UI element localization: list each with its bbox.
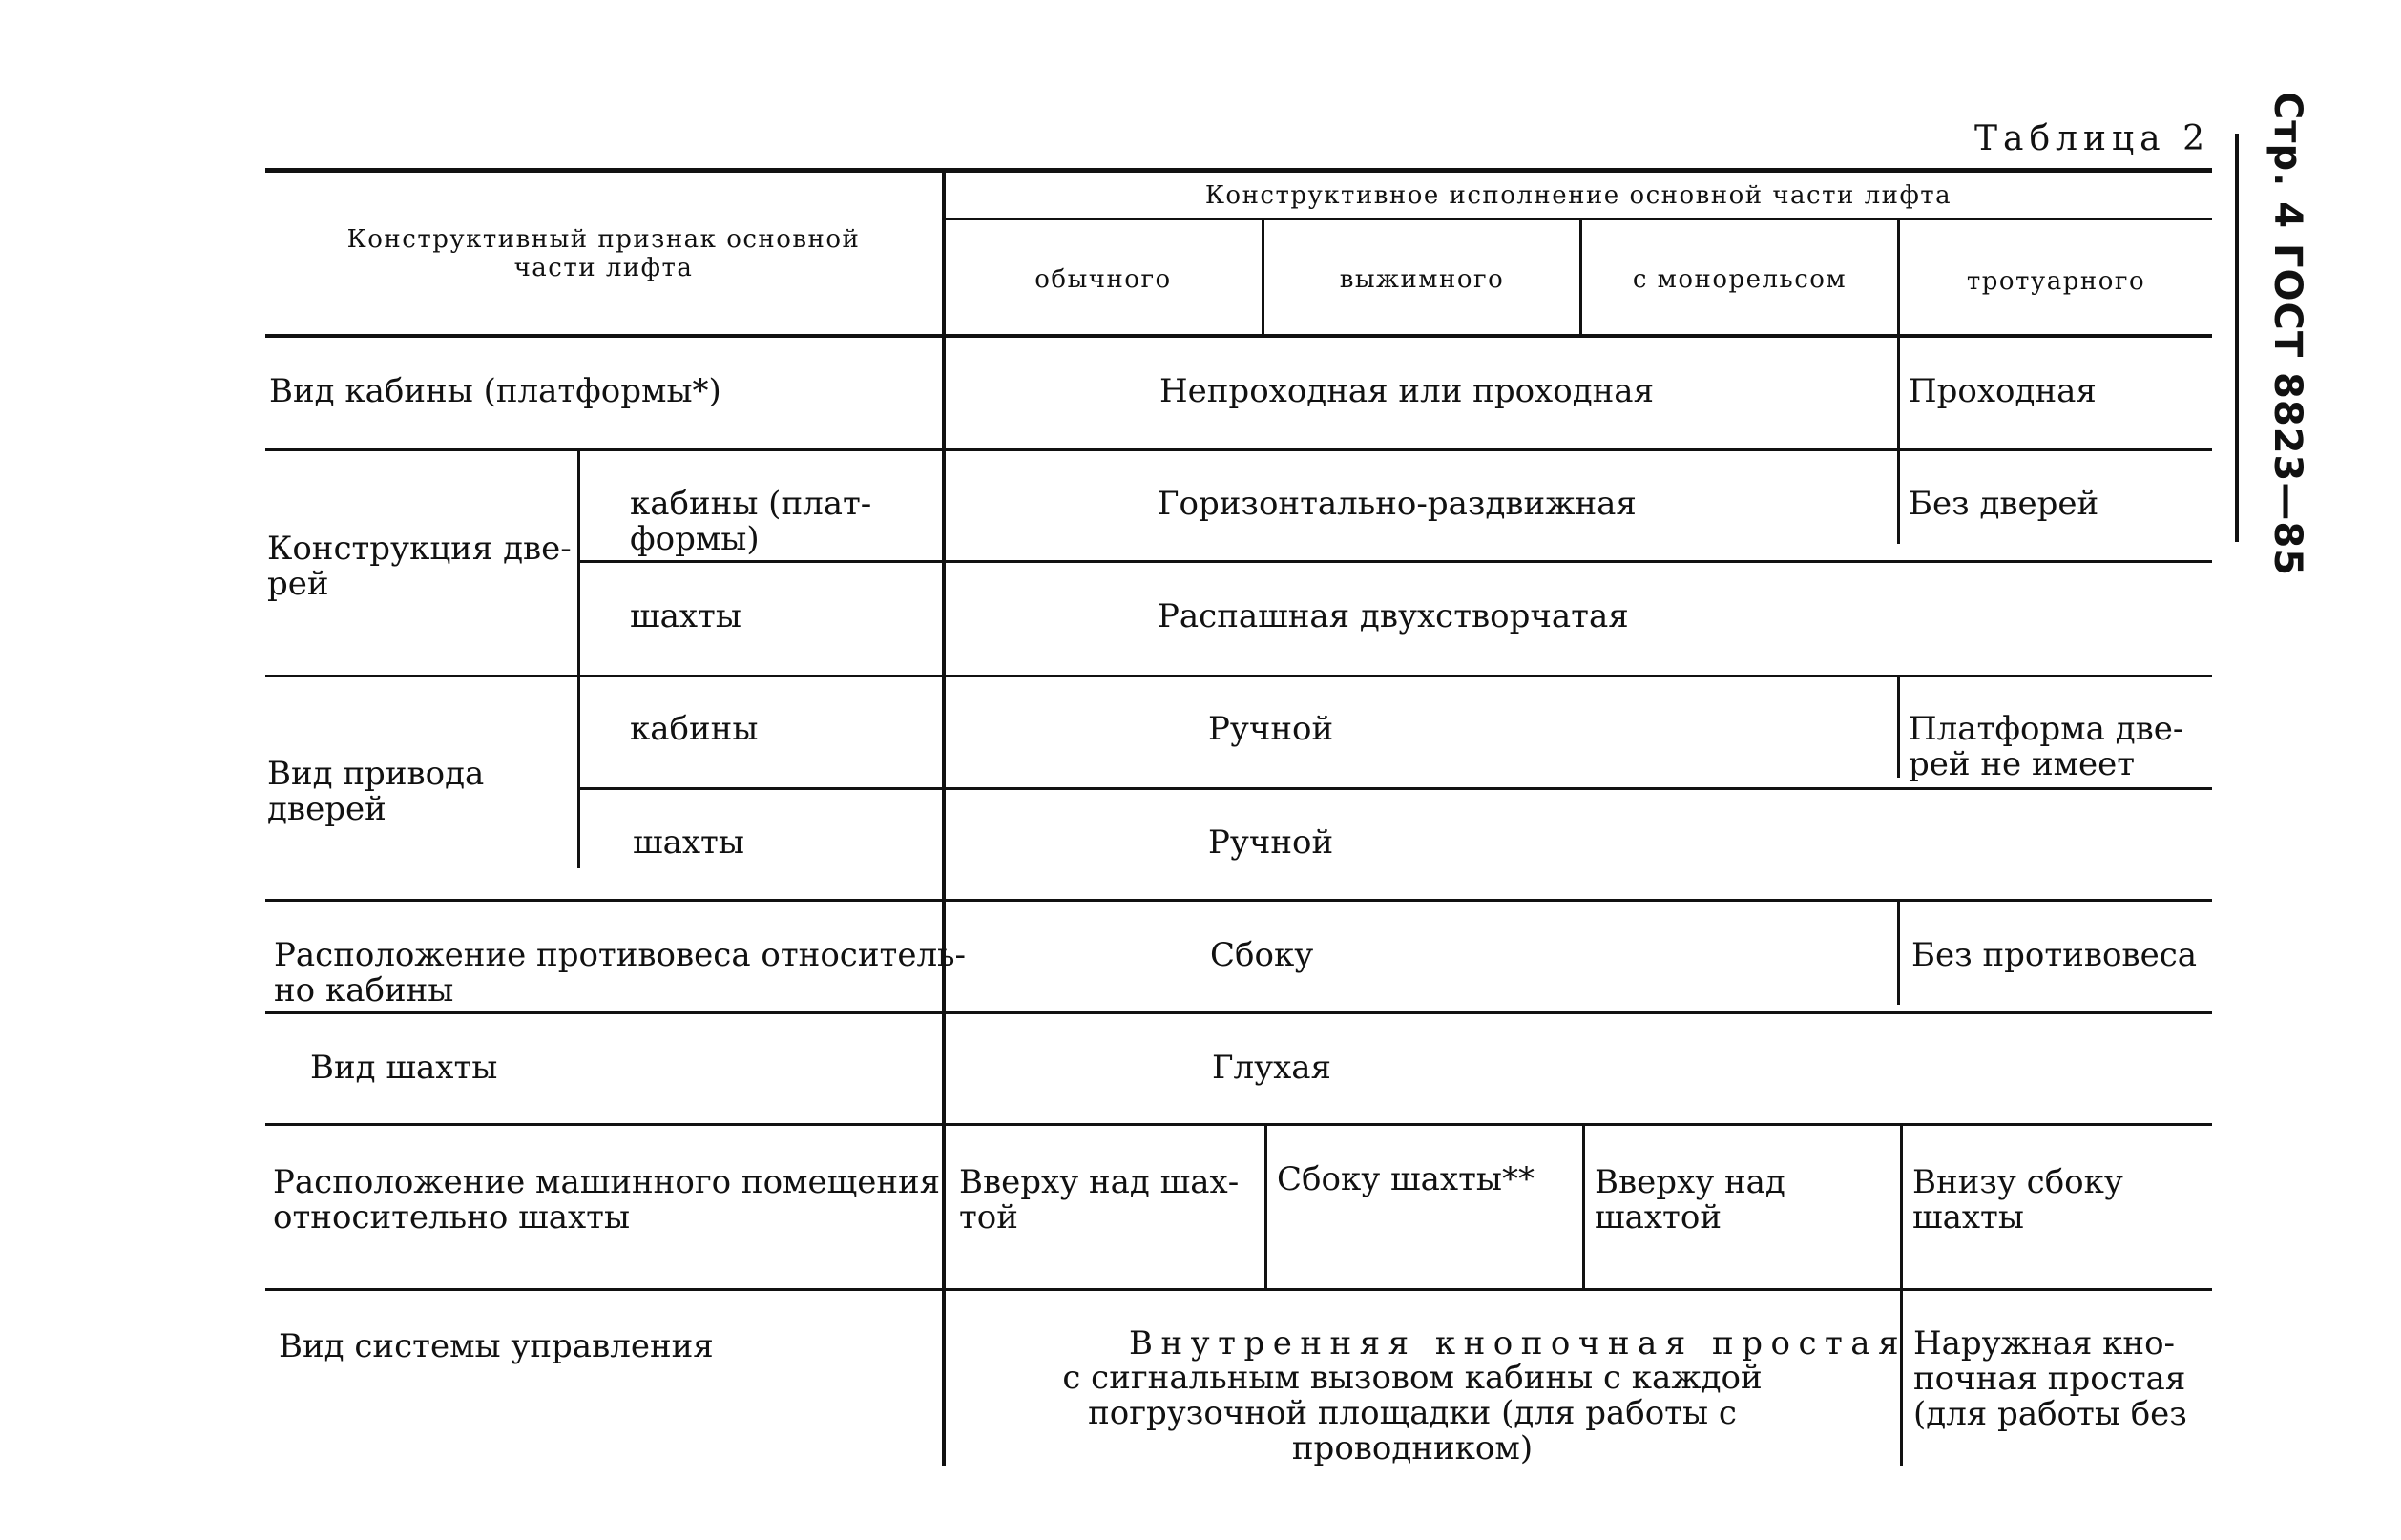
rule-doors-split bbox=[579, 560, 2212, 563]
table-caption: Таблица 2 bbox=[1974, 119, 2210, 158]
row-label-door-drive: Вид привода дверей bbox=[267, 755, 485, 828]
door-drive-cabin-sublabel: кабины bbox=[630, 710, 759, 748]
rule-machine-col2 bbox=[1582, 1123, 1585, 1288]
counterweight-sidewalk: Без противовеса bbox=[1911, 936, 2198, 974]
door-design-shaft-sublabel: шахты bbox=[630, 597, 741, 635]
door-drive-cabin-sidewalk: Платформа две- рей не имеет bbox=[1909, 710, 2184, 783]
row-label-cabin-type: Вид кабины (платформы*) bbox=[269, 372, 721, 410]
door-design-cabin-value: Горизонтально-раздвижная bbox=[1158, 485, 1637, 523]
door-drive-shaft-sublabel: шахты bbox=[633, 823, 744, 862]
counterweight-value: Сбоку bbox=[1210, 936, 1314, 974]
side-header bbox=[2244, 91, 2330, 577]
rule-row4 bbox=[265, 1011, 2212, 1014]
rule-top bbox=[265, 168, 2212, 173]
row-label-counterweight: Расположение противовеса относитель- но кабины bbox=[274, 936, 967, 1009]
header-col-sidewalk: тротуарного bbox=[1966, 267, 2146, 296]
header-design: Конструктивное исполнение основной части лифта bbox=[1204, 181, 1952, 210]
control-value-rest: с сигнальным вызовом кабины с каждой погрузочной площадки (для работы с проводником) bbox=[1062, 1359, 1763, 1467]
side-header-text: Стр. 4 ГОСТ 8823—85 bbox=[2265, 91, 2309, 577]
side-header-rule bbox=[2235, 134, 2239, 542]
door-drive-cabin-value: Ручной bbox=[1208, 710, 1334, 748]
machine-room-ordinary: Вверху над шах- той bbox=[959, 1163, 1240, 1237]
rule-sidewalk-a bbox=[1897, 334, 1900, 544]
rule-drive-split bbox=[579, 787, 2212, 790]
rule-row5 bbox=[265, 1123, 2212, 1126]
rule-sidewalk-d bbox=[1900, 1288, 1903, 1466]
row-label-control: Вид системы управления bbox=[279, 1327, 714, 1365]
machine-room-sidewalk: Внизу сбоку шахты bbox=[1912, 1163, 2123, 1237]
door-drive-shaft-value: Ручной bbox=[1208, 823, 1334, 862]
header-col-monorail: с монорельсом bbox=[1632, 265, 1848, 294]
shaft-type-value: Глухая bbox=[1212, 1049, 1332, 1087]
door-design-cabin-sublabel: кабины (плат- формы) bbox=[630, 485, 872, 558]
rule-machine-col3 bbox=[1900, 1123, 1903, 1288]
rule-main-divider bbox=[942, 168, 946, 1466]
row-label-machine-room: Расположение машинного помещения относительно шахты bbox=[273, 1163, 941, 1237]
rule-row1 bbox=[265, 448, 2212, 451]
rule-row3 bbox=[265, 899, 2212, 902]
control-sidewalk: Наружная кно- почная простая (для работы без bbox=[1913, 1324, 2187, 1433]
rule-sidewalk-b bbox=[1897, 677, 1900, 778]
row-label-door-design: Конструкция две- рей bbox=[267, 530, 572, 603]
rule-sub-divider bbox=[577, 448, 580, 868]
rule-head-split bbox=[945, 218, 2212, 220]
rule-head-bottom bbox=[265, 334, 2212, 338]
door-design-cabin-sidewalk: Без дверей bbox=[1909, 485, 2099, 523]
header-col-push: выжимного bbox=[1339, 265, 1505, 294]
rule-row2 bbox=[265, 675, 2212, 677]
rule-sidewalk-c bbox=[1897, 902, 1900, 1005]
cabin-type-value: Непроходная или проходная bbox=[1159, 372, 1655, 410]
header-col-ordinary: обычного bbox=[1034, 265, 1172, 294]
cabin-type-sidewalk: Проходная bbox=[1909, 372, 2097, 410]
header-feature: Конструктивный признак основной части лифта bbox=[346, 225, 861, 282]
row-label-shaft-type: Вид шахты bbox=[310, 1049, 498, 1087]
rule-row6 bbox=[265, 1288, 2212, 1291]
machine-room-monorail: Вверху над шахтой bbox=[1595, 1163, 1785, 1237]
rule-machine-col1 bbox=[1264, 1123, 1267, 1288]
control-value-spaced: Внутренняя кнопочная простая bbox=[1129, 1324, 1908, 1363]
door-design-shaft-value: Распашная двухстворчатая bbox=[1158, 597, 1629, 635]
machine-room-push: Сбоку шахты** bbox=[1277, 1160, 1535, 1198]
